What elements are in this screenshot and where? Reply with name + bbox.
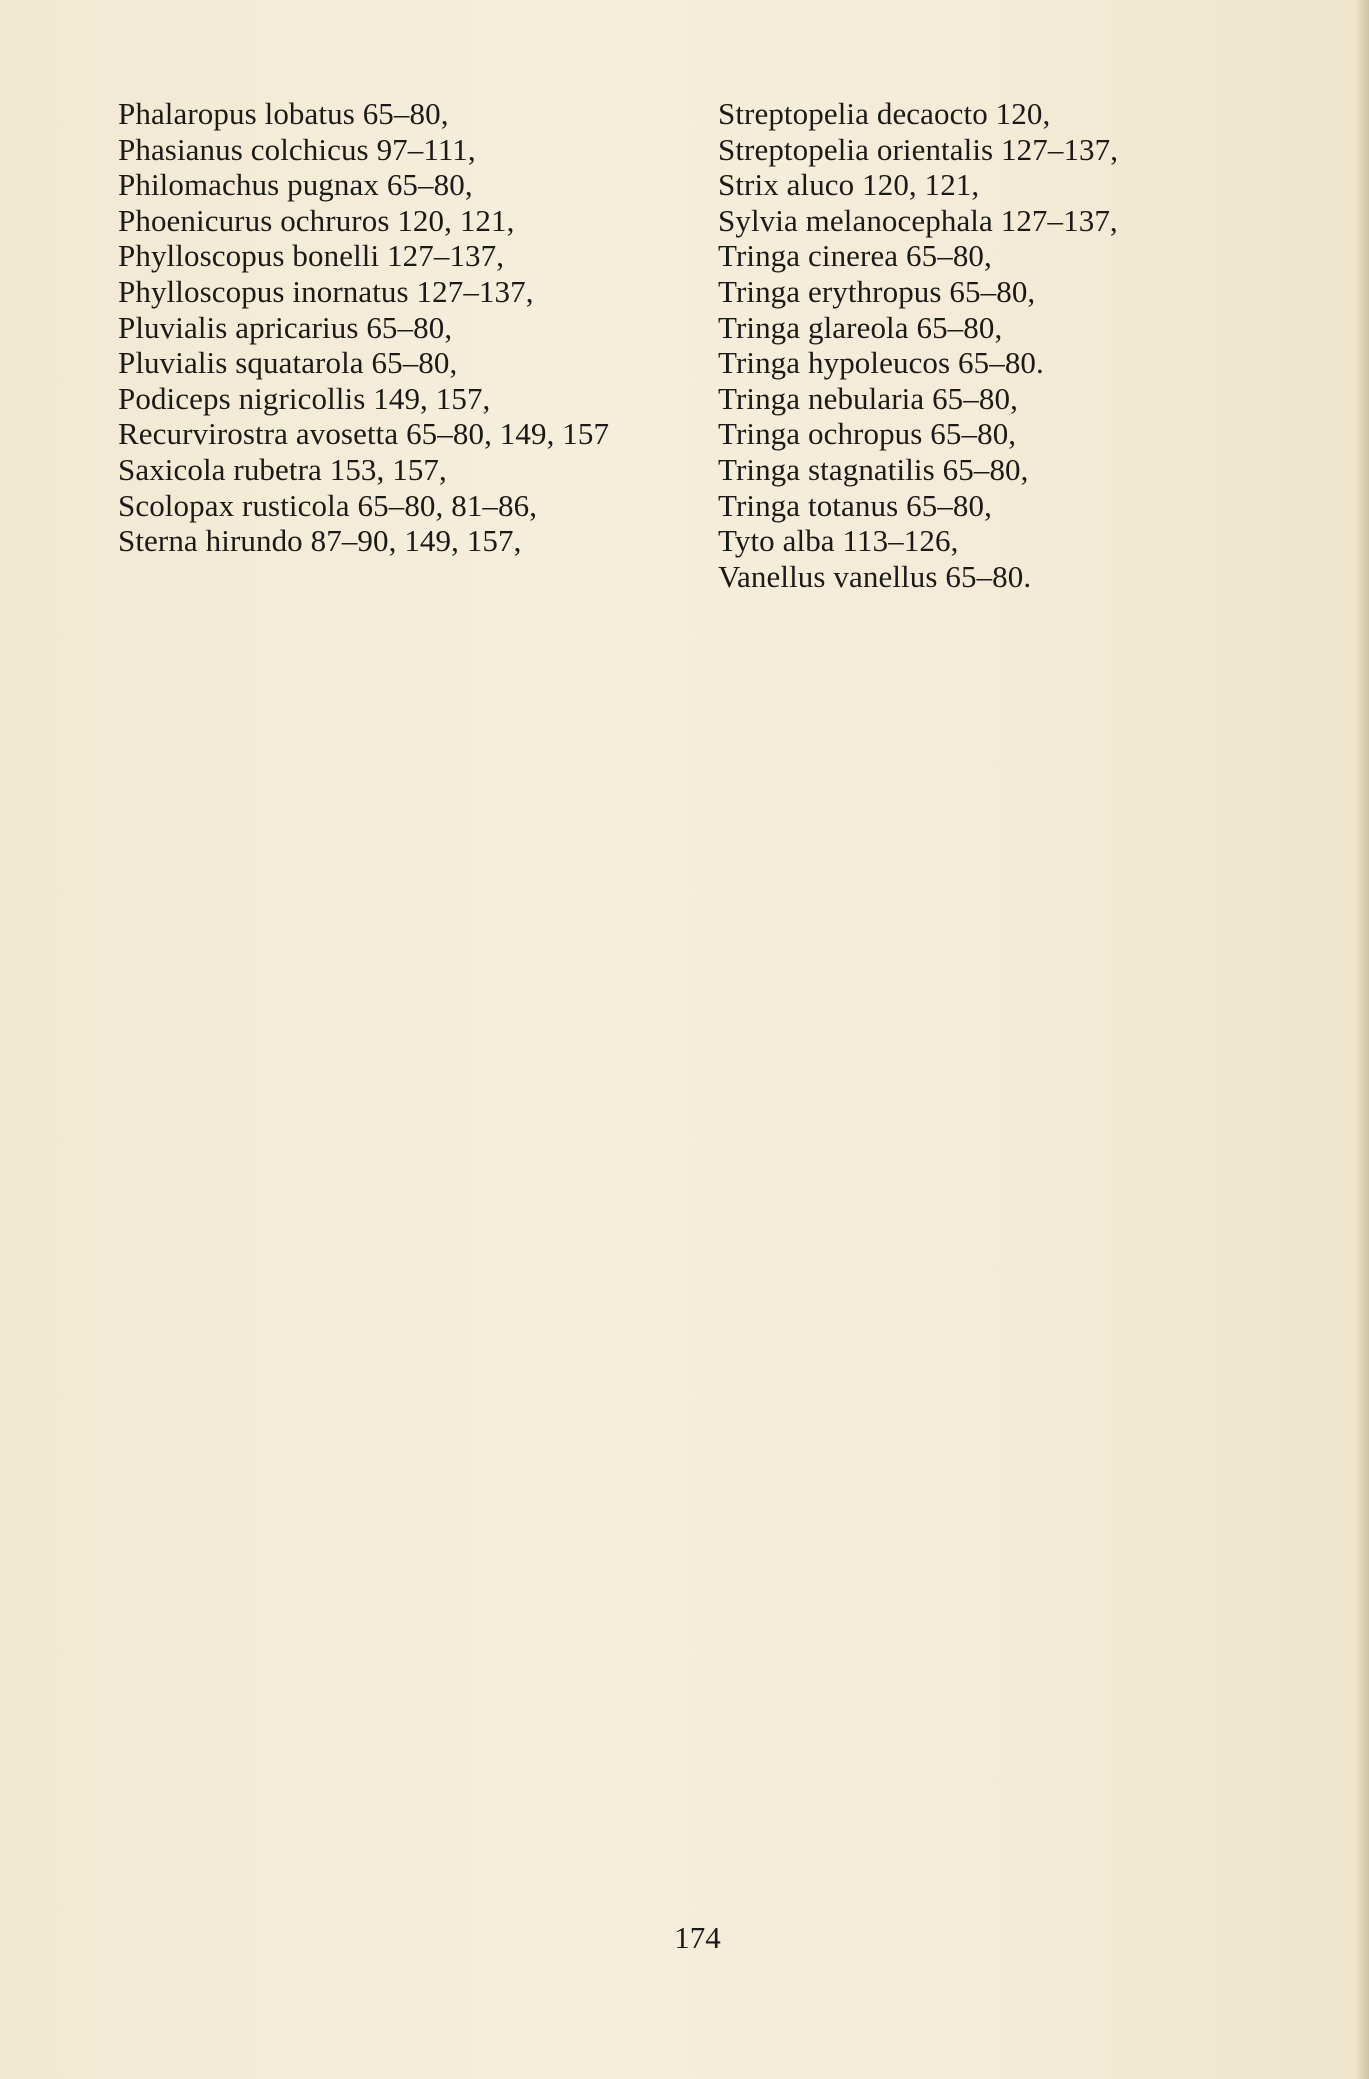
index-entry: Saxicola rubetra 153, 157,: [118, 451, 447, 487]
index-entry: Tringa totanus 65–80,: [718, 487, 992, 523]
index-entry: Phoenicurus ochruros 120, 121,: [118, 202, 515, 238]
index-entry: Tringa ochropus 65–80,: [718, 416, 1017, 452]
index-entry: Tringa cinerea 65–80,: [718, 238, 992, 274]
index-entry: Streptopelia decaocto 120,: [718, 96, 1051, 131]
page-number: 174: [674, 1920, 721, 1955]
page-edge: [1355, 0, 1369, 2079]
index-entry: Streptopelia orientalis 127–137,: [718, 131, 1119, 167]
index-entry: Tringa hypoleucos 65–80.: [718, 345, 1044, 381]
index-entry: Tyto alba 113–126,: [718, 523, 959, 559]
index-entry: Phylloscopus bonelli 127–137,: [118, 238, 505, 274]
index-entry: Phalaropus lobatus 65–80,: [118, 96, 449, 131]
index-entry: Sterna hirundo 87–90, 149, 157,: [118, 523, 522, 559]
index-entry: Phylloscopus inornatus 127–137,: [118, 273, 534, 309]
index-entry: Pluvialis squatarola 65–80,: [118, 345, 458, 381]
index-entry: Strix aluco 120, 121,: [718, 167, 980, 203]
index-column-right: [718, 96, 1118, 594]
index-entry: Philomachus pugnax 65–80,: [118, 167, 473, 203]
index-entry: Recurvirostra avosetta 65–80, 149, 157: [118, 416, 610, 452]
index-entry: Sylvia melanocephala 127–137,: [718, 202, 1118, 238]
index-entry: Pluvialis apricarius 65–80,: [118, 309, 453, 345]
index-entry: Vanellus vanellus 65–80.: [718, 558, 1032, 594]
index-entry: Tringa nebularia 65–80,: [718, 380, 1018, 416]
index-column-left: [118, 96, 609, 559]
index-entry: Podiceps nigricollis 149, 157,: [118, 380, 491, 416]
index-entry: Tringa erythropus 65–80,: [718, 273, 1036, 309]
index-entry: Scolopax rusticola 65–80, 81–86,: [118, 487, 538, 523]
index-entry: Phasianus colchicus 97–111,: [118, 131, 476, 167]
index-entry: Tringa stagnatilis 65–80,: [718, 451, 1029, 487]
index-entry: Tringa glareola 65–80,: [718, 309, 1003, 345]
